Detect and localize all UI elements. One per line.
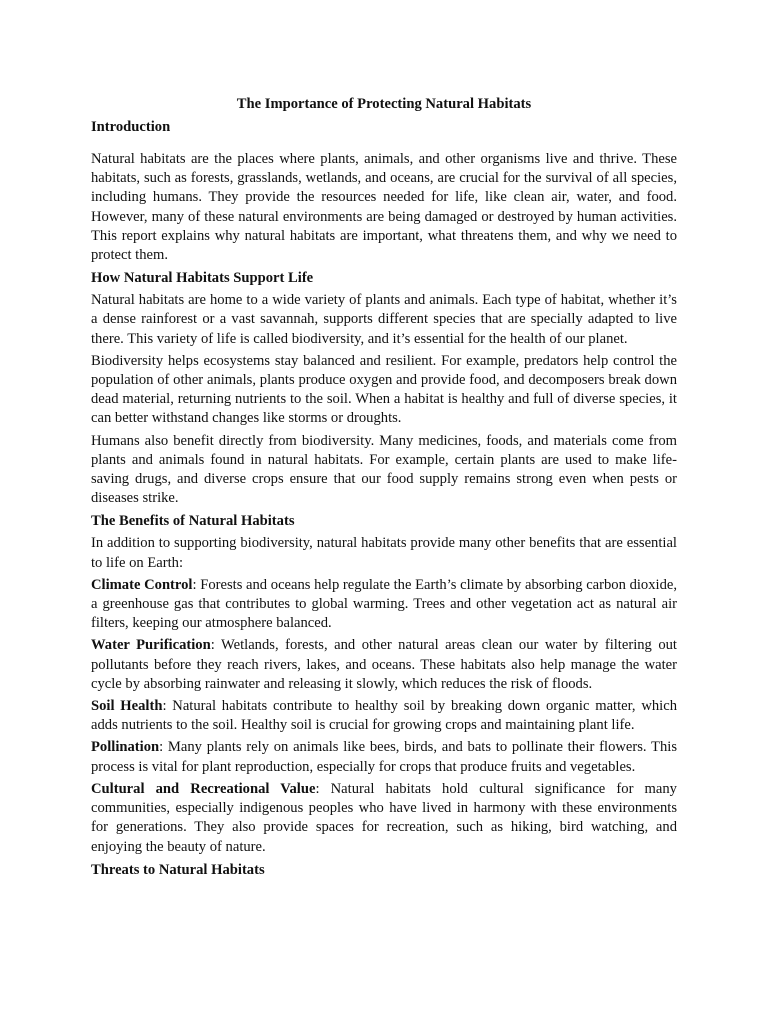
benefit-text: : Many plants rely on animals like bees, birds, and bats to pollinate their flowers. This process is vital for plant reproduction, especially for crops that produce fruits and vegetables.	[91, 739, 677, 775]
benefit-term: Soil Health	[91, 698, 163, 715]
heading-support-life: How Natural Habitats Support Life	[91, 270, 314, 287]
benefit-text: : Natural habitats contribute to healthy soil by breaking down organic matter, which adds nutrients to the soil. Healthy soil is crucial for growing crops and maintaining plant life.	[91, 698, 677, 734]
benefit-pollination	[91, 738, 677, 776]
support-life-paragraph-3: Humans also benefit directly from biodiversity. Many medicines, foods, and materials come from plants and animals found in natural habitats. For example, certain plants are used to make life-saving drugs, and diverse crops ensure that our food supply remains strong even when pests or diseases strike.	[91, 432, 677, 507]
benefit-text: : Natural habitats hold cultural significance for many communities, especially indigenous peoples who have lived in harmony with these environments for generations. They also provide spaces for recreation, such as hiking, bird watching, and enjoying the beauty of nature.	[91, 780, 677, 855]
benefit-term: Pollination	[91, 739, 160, 756]
benefit-term: Climate Control	[91, 576, 193, 593]
heading-benefits: The Benefits of Natural Habitats	[91, 513, 295, 530]
benefit-soil-health	[91, 697, 677, 735]
benefit-term: Cultural and Recreational Value	[91, 780, 316, 797]
support-life-paragraph-1: Natural habitats are home to a wide variety of plants and animals. Each type of habitat, whether it’s a dense rainforest or a vast savannah, supports different species that are specially adapted to live there. This variety of life is called biodiversity, and it’s essential for the health of our planet.	[91, 292, 677, 347]
benefit-term: Water Purification	[91, 637, 211, 654]
benefit-text: : Forests and oceans help regulate the Earth’s climate by absorbing carbon dioxide, a greenhouse gas that contributes to global warming. Trees and other vegetation act as natural air filters, keeping our atmosphere balanced.	[91, 576, 677, 632]
document-page	[91, 94, 677, 883]
support-life-paragraph-2: Biodiversity helps ecosystems stay balanced and resilient. For example, predators help control the population of other animals, plants produce oxygen and provide food, and decomposers break down dead material, returning nutrients to the soil. When a habitat is healthy and full of diverse species, it can better withstand changes like storms or droughts.	[91, 352, 677, 427]
heading-threats: Threats to Natural Habitats	[91, 861, 265, 878]
benefit-text: : Wetlands, forests, and other natural areas clean our water by filtering out pollutants before they reach rivers, lakes, and oceans. These habitats also help manage the water cycle by absorbing rainwater and releasing it slowly, which reduces the risk of floods.	[91, 637, 677, 692]
intro-paragraph: Natural habitats are the places where plants, animals, and other organisms live and thrive. These habitats, such as forests, grasslands, wetlands, and oceans, are crucial for the survival of all species, including humans. They provide the resources needed for life, like clean air, water, and food. However, many of these natural environments are being damaged or destroyed by human activities. This report explains why natural habitats are important, what threatens them, and why we need to protect them.	[91, 151, 677, 264]
benefit-cultural-recreational	[91, 780, 677, 857]
document-title: The Importance of Protecting Natural Habitats	[236, 96, 532, 112]
benefit-water-purification	[91, 636, 677, 694]
benefits-intro-paragraph: In addition to supporting biodiversity, natural habitats provide many other benefits that are essential to life on Earth:	[91, 535, 677, 571]
heading-introduction: Introduction	[91, 119, 171, 135]
benefit-climate-control	[91, 576, 677, 634]
